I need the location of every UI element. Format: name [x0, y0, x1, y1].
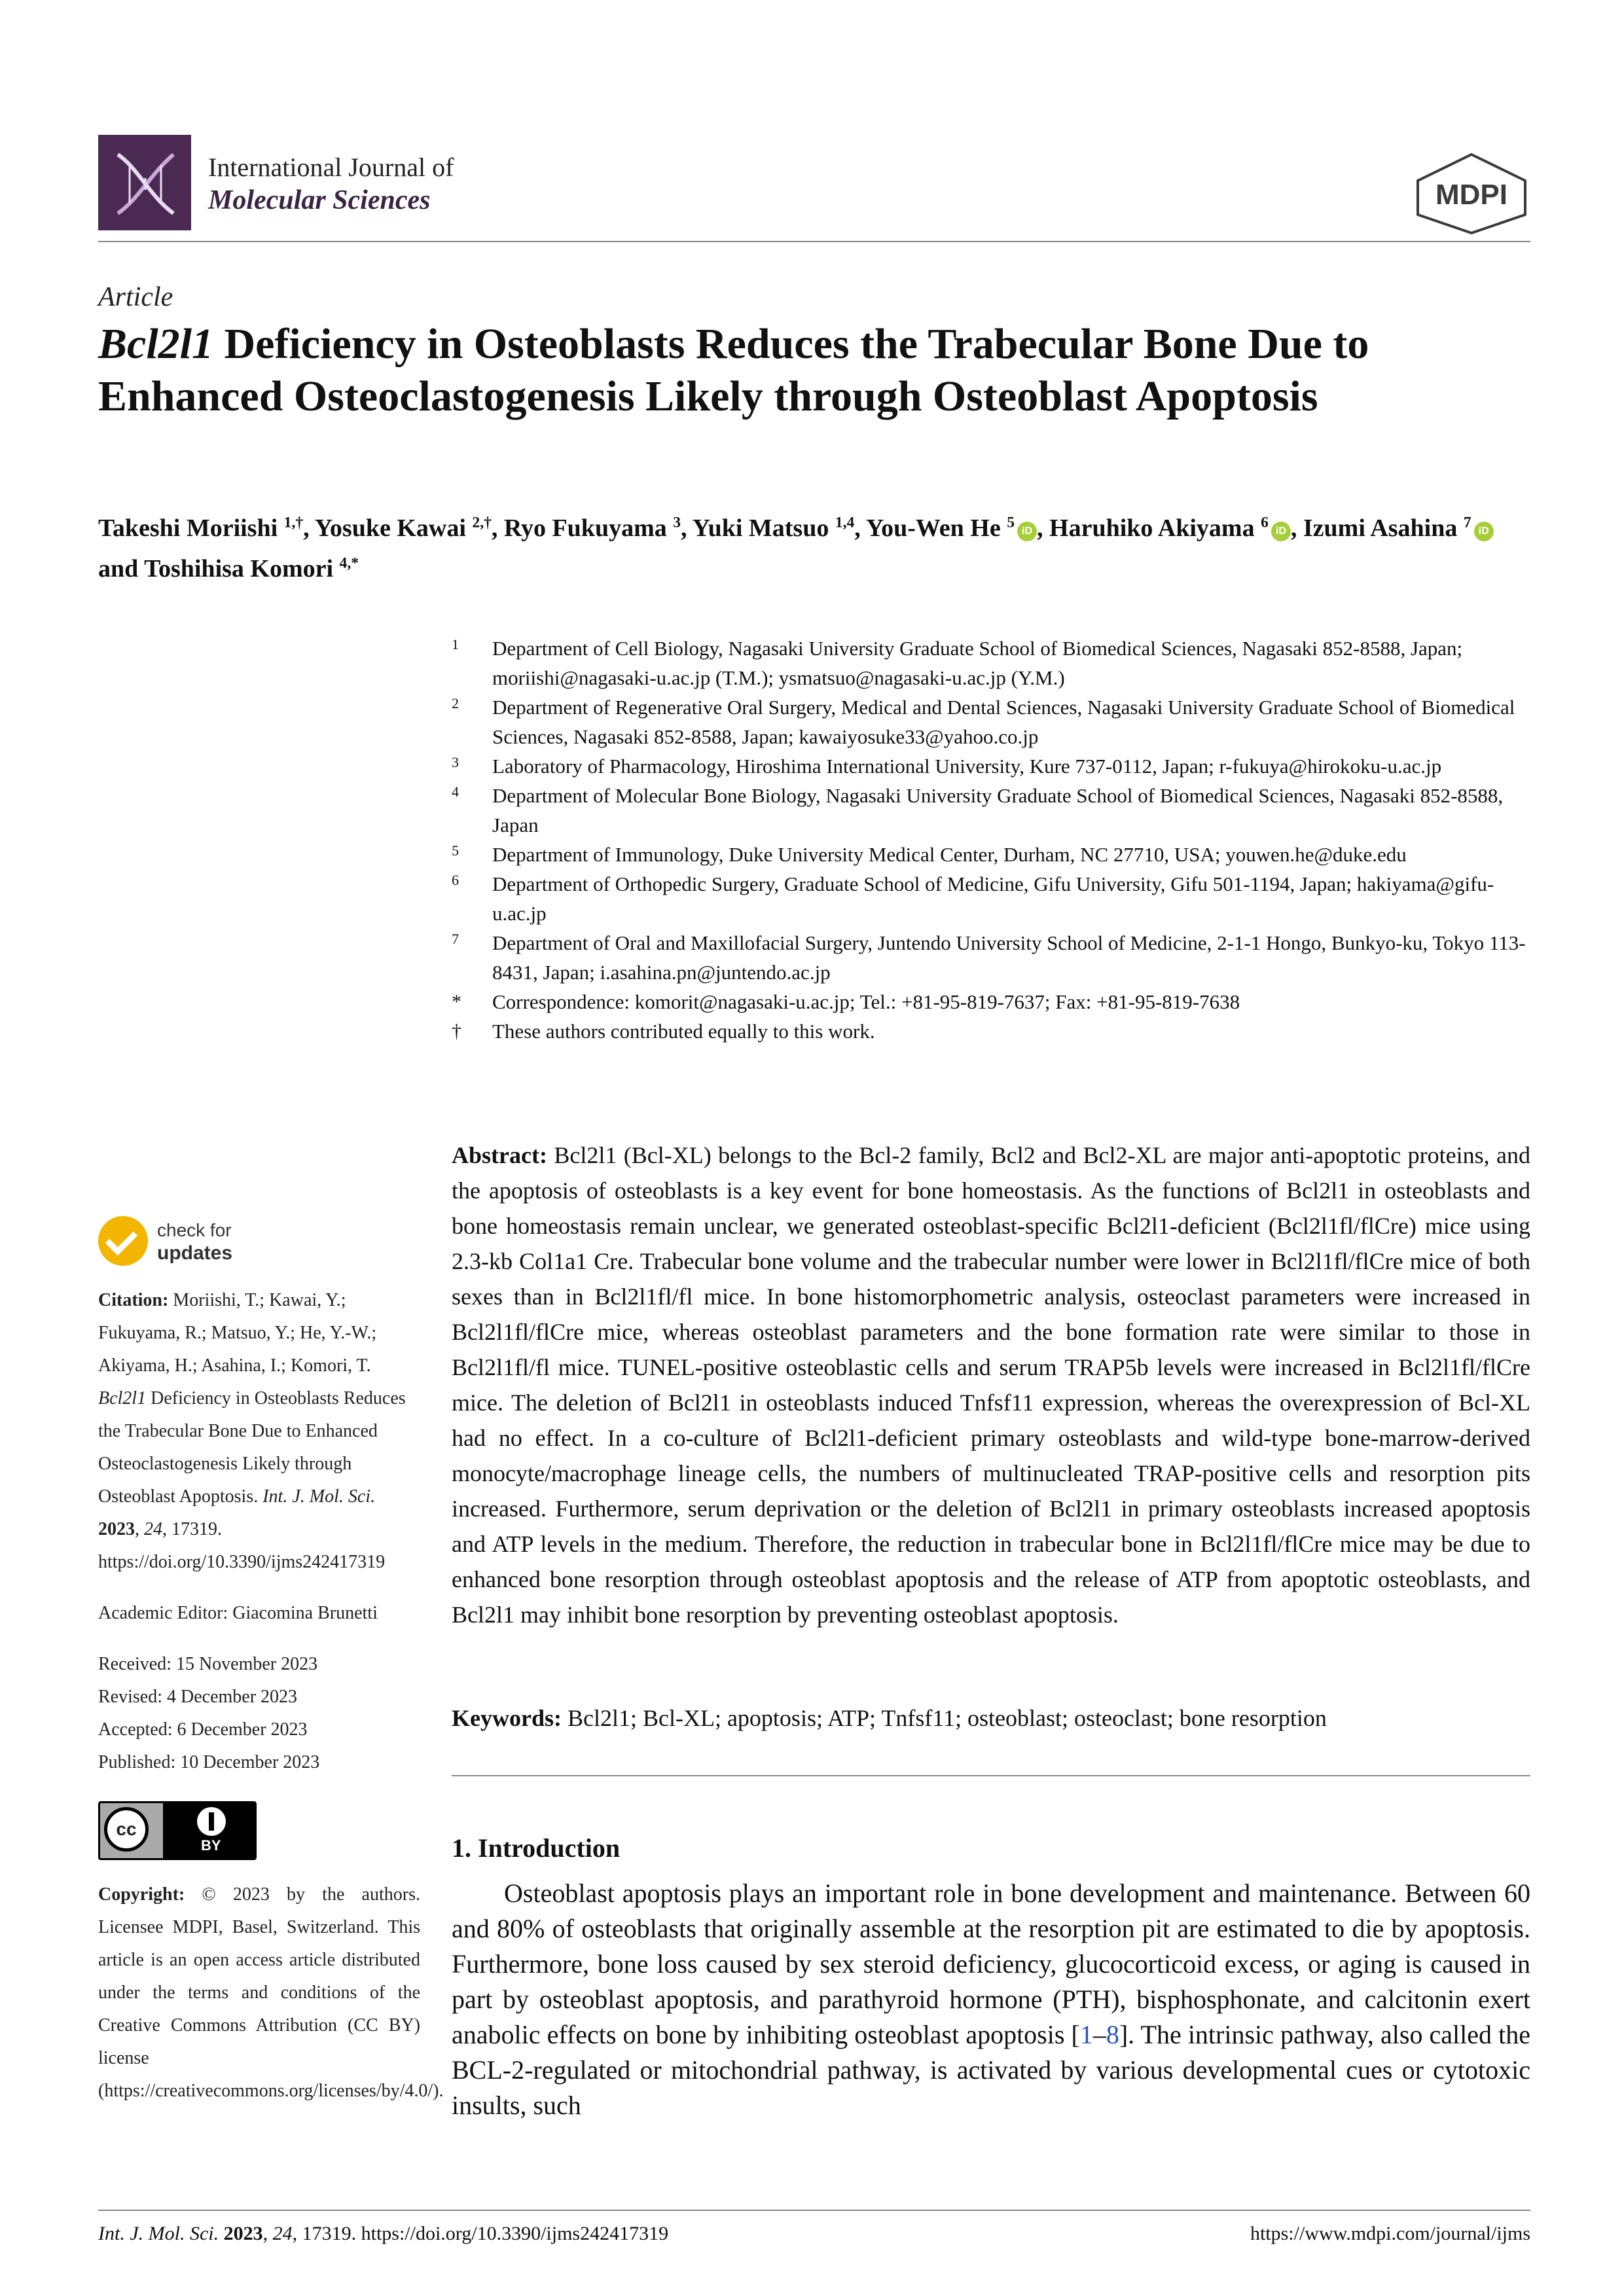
citation-year: 2023 [98, 1519, 135, 1539]
affiliation-text: Laboratory of Pharmacology, Hiroshima International University, Kure 737-0112, Japan; r-fukuya@hirokoku-u.ac.jp [492, 755, 1442, 778]
affiliation-number: 3 [452, 754, 459, 770]
check-updates-line1: check for [157, 1220, 232, 1240]
footer-year: 2023 [223, 2223, 263, 2244]
published-date: Published: 10 December 2023 [98, 1752, 320, 1772]
keywords-text: Bcl2l1; Bcl-XL; apoptosis; ATP; Tnfsf11; osteoblast; osteoclast; bone resorption [567, 1705, 1327, 1731]
abstract [452, 1138, 1530, 1632]
header-divider [98, 241, 1530, 242]
affiliation-item [452, 1016, 1538, 1046]
footer-divider [98, 2210, 1530, 2211]
affiliation-number: 5 [452, 842, 459, 859]
person-icon [197, 1807, 226, 1836]
copyright-notice [98, 1878, 444, 2108]
footer-citation: Int. J. Mol. Sci. 2023, 24, 17319. https://doi.org/10.3390/ijms242417319 [98, 2223, 669, 2244]
affiliation-text: Department of Orthopedic Surgery, Graduate School of Medicine, Gifu University, Gifu 501-1194, Japan; hakiyama@gifu-u.ac.jp [492, 872, 1494, 925]
citation-journal: Int. J. Mol. Sci. [262, 1486, 376, 1507]
attribution-icon [163, 1803, 255, 1858]
affiliation-number: * [452, 991, 461, 1013]
author-affiliation-marker: 6 [1261, 514, 1269, 531]
orcid-icon[interactable]: iD [1017, 522, 1037, 541]
citation-authors: Moriishi, T.; Kawai, Y.; Fukuyama, R.; Matsuo, Y.; He, Y.-W.; Akiyama, H.; Asahina, I.; Komori, T. [98, 1290, 377, 1376]
affiliation-item [452, 692, 1538, 751]
author-separator: , [854, 514, 866, 542]
affiliation-number: 1 [452, 636, 459, 653]
affiliation-text: Department of Regenerative Oral Surgery, Medical and Dental Sciences, Nagasaki University Graduate School of Biomedical Sciences, Nagasaki 852-8588, Japan; kawaiyosuke33@yahoo.co.jp [492, 696, 1515, 748]
received-date: Received: 15 November 2023 [98, 1654, 318, 1674]
footer-journal-url[interactable]: https://www.mdpi.com/journal/ijms [1250, 2223, 1530, 2244]
author-affiliation-marker: 4,* [339, 554, 359, 572]
affiliation-text: Department of Oral and Maxillofacial Surgery, Juntendo University School of Medicine, 2-1-1 Hongo, Bunkyo-ku, Tokyo 113-8431, Japan; i.asahina.pn@juntendo.ac.jp [492, 931, 1526, 984]
abstract-text: Bcl2l1 (Bcl-XL) belongs to the Bcl-2 family, Bcl2 and Bcl2-XL are major anti-apoptotic proteins, and the apoptosis of osteoblasts is a key event for bone homeostasis. As the functions of Bcl2l1 in osteoblasts and bone homeostasis remain unclear, we generated osteoblast-specific Bcl2l1-deficient (Bcl2l1fl/flCre) mice using 2.3-kb Col1a1 Cre. Trabecular bone volume and the trabecular number were lower in Bcl2l1fl/flCre mice of both sexes than in Bcl2l1fl/fl mice. In bone histomorphometric analysis, osteoclast parameters were increased in Bcl2l1fl/flCre mice, whereas osteoblast parameters and the bone formation rate were similar to those in Bcl2l1fl/fl mice. TUNEL-positive osteoblastic cells and serum TRAP5b levels were increased in Bcl2l1fl/flCre mice. The deletion of Bcl2l1 in osteoblasts induced Tnfsf11 expression, whereas the overexpression of Bcl-XL had no effect. In a co-culture of Bcl2l1-deficient primary osteoblasts and wild-type bone-marrow-derived monocyte/macrophage lineage cells, the numbers of multinucleated TRAP-positive cells and resorption pits increased. Furthermore, serum deprivation or the deletion of Bcl2l1 in primary osteoblasts increased apoptosis and ATP levels in the medium. Therefore, the reduction in trabecular bone in Bcl2l1fl/flCre mice may be due to enhanced bone resorption through osteoblast apoptosis and the release of ATP from apoptotic osteoblasts, and Bcl2l1 may inhibit bone resorption by preventing osteoblast apoptosis. [452, 1142, 1530, 1628]
copyright-text: © 2023 by the authors. Licensee MDPI, Basel, Switzerland. This article is an open access article distributed under the terms and conditions of the Creative Commons Attribution (CC BY) license (https://creativecommons.org/licenses/by/4.0/). [98, 1884, 444, 2101]
affiliation-item [452, 928, 1538, 987]
author-affiliation-marker: 7 [1463, 514, 1471, 531]
academic-editor: Academic Editor: Giacomina Brunetti [98, 1603, 378, 1623]
author-conjunction: and [98, 555, 145, 583]
affiliation-item [452, 987, 1538, 1016]
affiliation-item [452, 781, 1538, 840]
affiliation-item [452, 869, 1538, 928]
affiliation-item [452, 840, 1538, 869]
intro-text: Osteoblast apoptosis plays an important role in bone development and maintenance. Between 60 and 80% of osteoblasts that originally assemble at the resorption pit are estimated to die by apoptosis. Furthermore, bone loss caused by sex steroid deficiency, glucocorticoid excess, or aging is caused in part by osteoblast apoptosis, and parathyroid hormone (PTH), bisphosphonate, and calcitonin exert anabolic effects on bone by inhibiting osteoblast apoptosis [ [452, 1878, 1530, 2049]
mdpi-logo [1413, 152, 1530, 236]
author-name: Toshihisa Komori [144, 555, 340, 583]
citation-title: Deficiency in Osteoblasts Reduces the Trabecular Bone Due to Enhanced Osteoclastogenesis Likely through Osteoblast Apoptosis. [98, 1388, 406, 1507]
article-type: Article [98, 282, 173, 312]
author-separator: , [491, 514, 504, 542]
citation: Citation: Moriishi, T.; Kawai, Y.; Fukuyama, R.; Matsuo, Y.; He, Y.-W.; Akiyama, H.; Asahina, I.; Komori, T. Bcl2l1 Deficiency in Osteoblasts Reduces the Trabecular Bone Due to Enhanced Osteoclastogenesis Likely through Osteoblast Apoptosis. Int. J. Mol. Sci. 2023, 24, 17319. https://doi.org/10.3390/ijms242417319 [98, 1290, 406, 1572]
citation-gene: Bcl2l1 [98, 1388, 147, 1408]
introduction-paragraph [452, 1876, 1530, 2123]
journal-name-line1: International Journal of [208, 152, 454, 182]
affiliation-text: These authors contributed equally to this work. [492, 1020, 875, 1043]
journal-logo [98, 135, 191, 230]
citation-volume: 24 [144, 1519, 162, 1539]
keywords-label: Keywords: [452, 1705, 562, 1731]
author-affiliation-marker: 1,4 [835, 514, 855, 531]
affiliation-number: 2 [452, 695, 459, 711]
affiliation-number: 4 [452, 783, 459, 800]
affiliation-item [452, 751, 1538, 781]
by-label: BY [201, 1837, 221, 1854]
author-name: Yuki Matsuo [692, 514, 835, 542]
orcid-icon[interactable]: iD [1271, 522, 1291, 541]
affiliation-text: Department of Cell Biology, Nagasaki University Graduate School of Biomedical Sciences, Nagasaki 852-8588, Japan; moriishi@nagasaki-u.ac.jp (T.M.); ysmatsuo@nagasaki-u.ac.jp (Y.M.) [492, 637, 1463, 689]
keywords [452, 1700, 1530, 1736]
article-title [98, 318, 1538, 423]
check-updates-line2: updates [157, 1242, 233, 1264]
author-name: Yosuke Kawai [314, 514, 473, 542]
ref-dash: – [1092, 2020, 1106, 2049]
publisher-name: MDPI [1435, 179, 1507, 211]
reference-link[interactable]: 1 [1079, 2020, 1093, 2049]
title-gene: Bcl2l1 [98, 320, 213, 368]
cc-icon: cc [104, 1807, 149, 1852]
affiliation-text: Correspondence: komorit@nagasaki-u.ac.jp; Tel.: +81-95-819-7637; Fax: +81-95-819-7638 [492, 990, 1240, 1013]
author-affiliation-marker: 2,† [472, 514, 492, 531]
affiliation-item [452, 634, 1538, 692]
affiliation-number: 6 [452, 872, 459, 888]
footer-journal: Int. J. Mol. Sci. [98, 2223, 219, 2244]
section-divider [452, 1775, 1530, 1776]
abstract-label: Abstract: [452, 1142, 547, 1168]
author-name: Izumi Asahina [1303, 514, 1464, 542]
author-name: Ryo Fukuyama [503, 514, 674, 542]
accepted-date: Accepted: 6 December 2023 [98, 1719, 308, 1740]
author-affiliation-marker: 5 [1007, 514, 1015, 531]
citation-doi[interactable]: , 17319. https://doi.org/10.3390/ijms242417319 [98, 1519, 386, 1572]
footer-volume: 24 [272, 2223, 293, 2244]
sidebar [98, 1284, 444, 2108]
check-icon [98, 1216, 148, 1266]
affiliation-text: Department of Immunology, Duke University Medical Center, Durham, NC 27710, USA; youwen.he@duke.edu [492, 843, 1407, 866]
journal-name-line2: Molecular Sciences [208, 185, 431, 215]
revised-date: Revised: 4 December 2023 [98, 1687, 298, 1707]
footer-doi[interactable]: , 17319. https://doi.org/10.3390/ijms242417319 [292, 2223, 669, 2244]
author-separator: , [1290, 514, 1303, 542]
author-separator: , [303, 514, 315, 542]
citation-label: Citation: [98, 1290, 169, 1310]
author-list [98, 508, 1538, 589]
author-name: Haruhiko Akiyama [1049, 514, 1261, 542]
orcid-icon[interactable]: iD [1474, 522, 1494, 541]
author-affiliation-marker: 1,† [283, 514, 304, 531]
affiliations [452, 634, 1538, 1046]
affiliation-number: 7 [452, 931, 459, 947]
check-for-updates-badge[interactable] [98, 1216, 268, 1275]
author-separator: , [681, 514, 693, 542]
author-name: Takeshi Moriishi [98, 514, 284, 542]
dna-helix-icon [98, 135, 191, 230]
author-affiliation-marker: 3 [673, 514, 681, 531]
cc-by-license-badge[interactable] [98, 1801, 257, 1860]
author-separator: , [1037, 514, 1050, 542]
author-name: You-Wen He [865, 514, 1007, 542]
section-heading: 1. Introduction [452, 1833, 621, 1863]
reference-link[interactable]: 8 [1106, 2020, 1119, 2049]
copyright-label: Copyright: [98, 1884, 185, 1905]
intro-text-cont: ]. The intrinsic pathway, also called the BCL-2-regulated or mitochondrial pathway, is activated by various developmental cues or cytotoxic insults, such [452, 2020, 1530, 2120]
affiliation-number: † [452, 1020, 461, 1042]
affiliation-text: Department of Molecular Bone Biology, Nagasaki University Graduate School of Biomedical Sciences, Nagasaki 852-8588, Japan [492, 784, 1504, 836]
title-text: Deficiency in Osteoblasts Reduces the Trabecular Bone Due to Enhanced Osteoclastogenesis Likely through Osteoblast Apoptosis [98, 320, 1369, 420]
